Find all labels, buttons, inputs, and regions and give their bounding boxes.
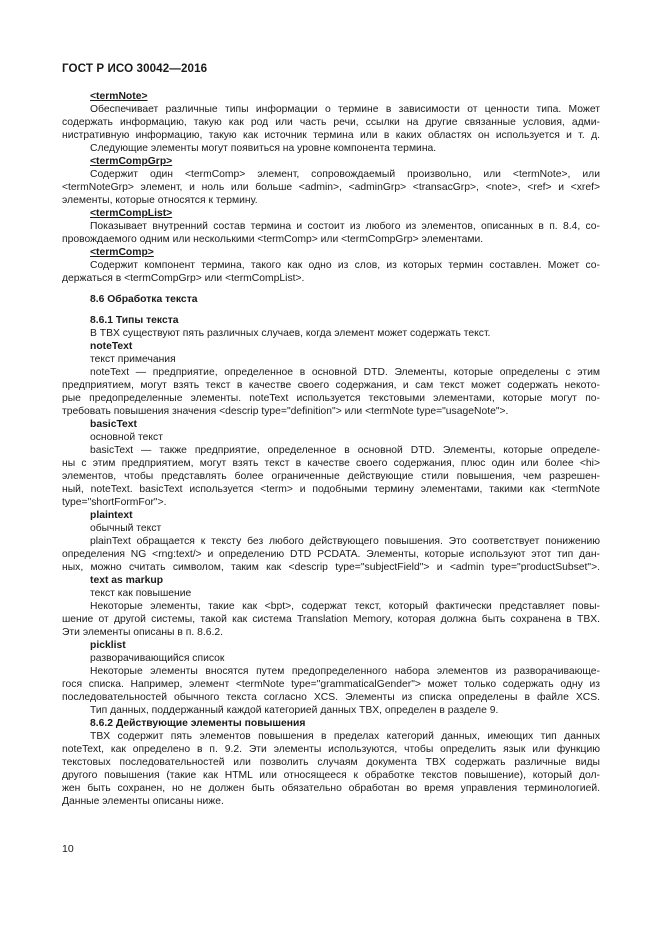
section-heading-line: <termCompList> xyxy=(90,208,173,219)
text-line: разворачивающийся список xyxy=(90,653,225,664)
section-heading-line: basicText xyxy=(90,419,137,430)
text-line: TBX содержит пять элементов повышения в пределах категорий данных, имеющих тип данных xyxy=(90,731,600,742)
document-header: ГОСТ Р ИСО 30042—2016 xyxy=(62,62,208,75)
text-line: type="shortFormFor">. xyxy=(62,497,167,508)
text-line: гося списка. Например, элемент <termNote type="grammaticalGender"> может только содержать одну из xyxy=(62,679,600,690)
section-heading-line: 8.6 Обработка текста xyxy=(90,294,198,305)
text-line: Содержит один <termComp> элемент, сопровождаемый произвольно, или <termNote>, или xyxy=(90,169,600,180)
text-line: другого повышения (такие как HTML или относящееся к обработке текстов повышение), который дол- xyxy=(62,770,600,781)
text-line: Некоторые элементы вносятся путем предопределенного набора элементов из разворачивающе- xyxy=(90,666,600,677)
text-line: шение от другой системы, такой как система Translation Memory, которая должна быть сохранена в TBX. xyxy=(62,614,600,625)
text-line: Следующие элементы могут появиться на уровне компонента термина. xyxy=(90,143,437,154)
section-heading-line: <termCompGrp> xyxy=(90,156,173,167)
text-line: жен быть сохранен, но не должен быть обязательно обработан во время управления терминологией. xyxy=(62,783,600,794)
text-line: Эти элементы описаны в п. 8.6.2. xyxy=(62,627,223,638)
text-line: элементов, чтобы представлять более ограниченные действующие стили повышения, чем разрешен- xyxy=(62,471,600,482)
text-line: Показывает внутренний состав термина и состоит из любого из элементов, описанных в п. 8.4, со- xyxy=(90,221,600,232)
text-line: Данные элементы описаны ниже. xyxy=(62,796,224,807)
text-line: текст как повышение xyxy=(90,588,192,599)
paragraph-gap xyxy=(62,306,600,314)
text-line: Некоторые элементы, такие как <bpt>, содержат текст, который фактически представляет повы- xyxy=(90,601,600,612)
section-heading-line: picklist xyxy=(90,640,126,651)
text-line: определения NG <rng:text/> и определению DTD PCDATA. Элементы, которые используют этот тип дан- xyxy=(62,549,600,560)
text-line: предприятием, могут взять текст в качестве своего содержания, и сам текст может содержать некото- xyxy=(62,380,600,391)
text-line: <termNoteGrp> элемент, и ноль или больше <admin>, <adminGrp> <transacGrp>, <note>, <ref> и <xref> xyxy=(62,182,600,193)
section-heading-line: 8.6.2 Действующие элементы повышения xyxy=(90,718,306,729)
document-body xyxy=(62,90,600,808)
text-line: ных, можно считать символом, таким как <descrip type="subjectField"> и <admin type="productSubset">. xyxy=(62,562,600,573)
text-line: Содержит компонент термина, такого как одно из слов, из которых термин составлен. Может со- xyxy=(90,260,600,271)
text-line: текст примечания xyxy=(90,354,176,365)
text-line: нистративную информацию, такую как источник термина или в каких областях он используется и т. д. xyxy=(62,130,600,141)
paragraph-gap xyxy=(62,285,600,293)
page-number: 10 xyxy=(62,843,74,855)
text-line: основной текст xyxy=(90,432,163,443)
section-heading-line: 8.6.1 Типы текста xyxy=(90,315,179,326)
text-line: элементы, которые относятся к термину. xyxy=(62,195,258,206)
text-line: Обеспечивает различные типы информации о термине в зависимости от ценности типа. Может xyxy=(90,104,600,115)
section-heading-line: <termNote> xyxy=(90,91,148,102)
text-line: держаться в <termCompGrp> или <termCompList>. xyxy=(62,273,305,284)
text-line: последовательностей обычного текста согласно XCS. Элементы из списка определены в файле XCS. xyxy=(62,692,600,703)
text-line: plainText обращается к тексту без любого действующего повышения. Это соответствует понижению xyxy=(90,536,600,547)
text-line: noteText — предприятие, определенное в основной DTD. Элементы, которые определены с этим xyxy=(90,367,600,378)
text-line: ны с этим предприятием, могут взять текст в качестве своего содержания, плюс один или более <hi> xyxy=(62,458,600,469)
section-heading-line: <termComp> xyxy=(90,247,154,258)
text-line: обычный текст xyxy=(90,523,162,534)
section-heading-line: text as markup xyxy=(90,575,164,586)
text-line: ный, noteText. basicText используется <term> и подобными термину элементами, такими как <termNote xyxy=(62,484,600,495)
section-heading-line: plaintext xyxy=(90,510,133,521)
text-line: рые предопределенные элементы. noteText используется текстовыми элементами, которые могут по- xyxy=(62,393,600,404)
text-line: требовать повышения значения <descrip type="definition"> или <termNote type="usageNote">. xyxy=(62,406,509,417)
text-line: noteText, как определено в п. 9.2. Эти элементы используются, чтобы определить язык или функцию xyxy=(62,744,600,755)
text-line: текстовых последовательностей или позволить случаям документа TBX содержать различные виды xyxy=(62,757,600,768)
text-line: Тип данных, поддержанный каждой категорией данных TBX, определен в разделе 9. xyxy=(90,705,499,716)
text-line: basicText — также предприятие, определенное в основной DTD. Элементы, которые определе- xyxy=(90,445,600,456)
text-line: провождаемого одним или несколькими <termComp> или <termCompGrp> элементами. xyxy=(62,234,484,245)
text-line: содержать информацию, такую как род или часть речи, ссылки на другие связанные условия, адми- xyxy=(62,117,600,128)
section-heading-line: noteText xyxy=(90,341,133,352)
text-line: В TBX существуют пять различных случаев, когда элемент может содержать текст. xyxy=(90,328,491,339)
